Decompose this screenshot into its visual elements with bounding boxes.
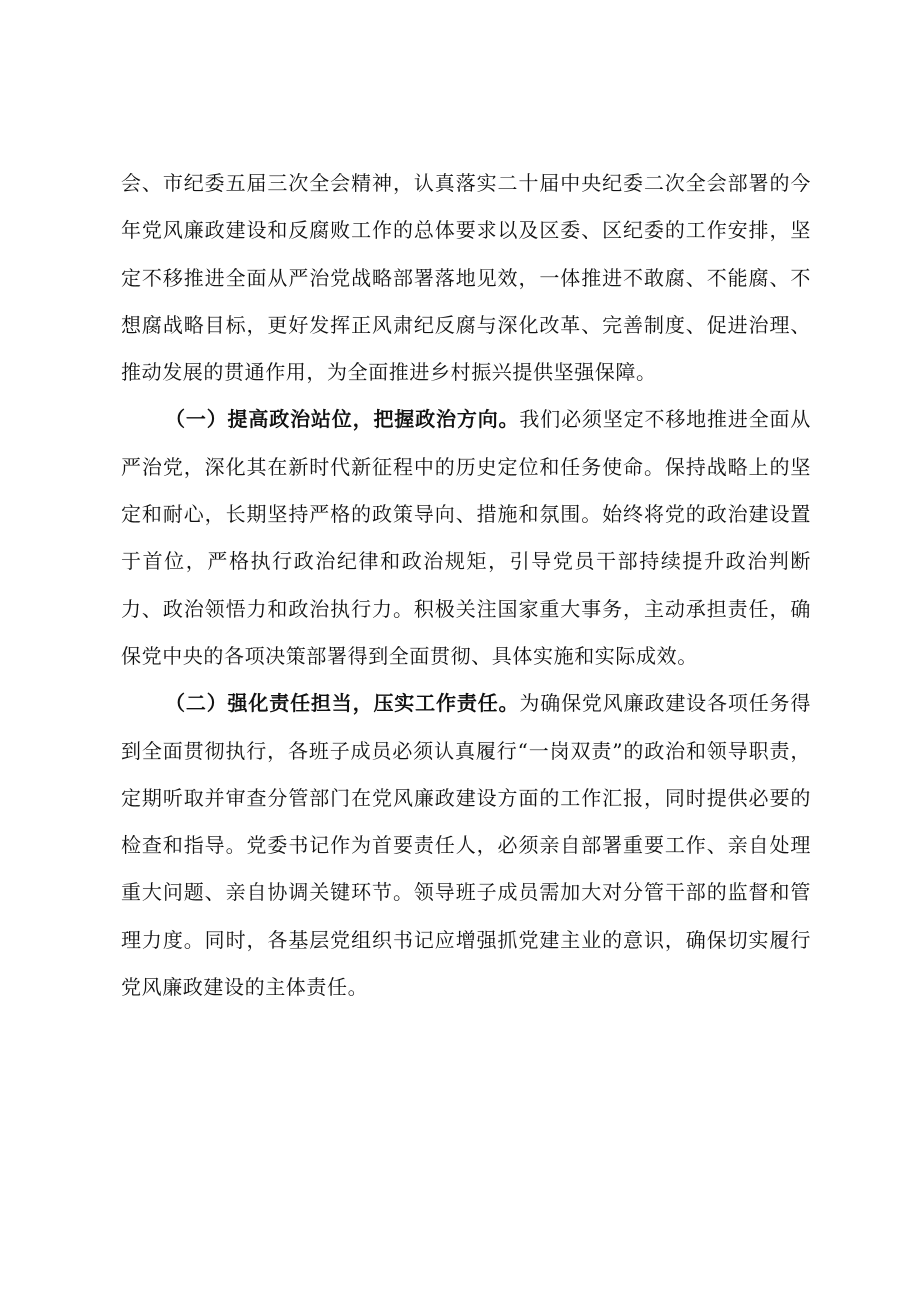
paragraph-section-two [121, 680, 811, 1011]
document-body [121, 160, 811, 1011]
paragraph-text: 会、市纪委五届三次全会精神，认真落实二十届中央纪委二次全会部署的今年党风廉政建设和反腐败工作的总体要求以及区委、区纪委的工作安排，坚定不移推进全面从严治党战略部署落地见效，一体推进不敢腐、不能腐、不想腐战略目标，更好发挥正风肃纪反腐与深化改革、完善制度、促进治理、推动发展的贯通作用，为全面推进乡村振兴提供坚强保障。 [121, 171, 811, 385]
paragraph-section-one [121, 396, 811, 680]
section-two-text: 为确保党风廉政建设各项任务得到全面贯彻执行，各班子成员必须认真履行“一岗双责”的政治和领导职责，定期听取并审查分管部门在党风廉政建设方面的工作汇报，同时提供必要的检查和指导。党委书记作为首要责任人，必须亲自部署重要工作、亲自处理重大问题、亲自协调关键环节。领导班子成员需加大对分管干部的监督和管理力度。同时，各基层党组织书记应增强抓党建主业的意识，确保切实履行党风廉政建设的主体责任。 [121, 691, 811, 1000]
section-one-heading: （一）提高政治站位，把握政治方向。 [165, 407, 520, 432]
section-one-text: 我们必须坚定不移地推进全面从严治党，深化其在新时代新征程中的历史定位和任务使命。保持战略上的坚定和耐心，长期坚持严格的政策导向、措施和氛围。始终将党的政治建设置于首位，严格执行政治纪律和政治规矩，引导党员干部持续提升政治判断力、政治领悟力和政治执行力。积极关注国家重大事务，主动承担责任，确保党中央的各项决策部署得到全面贯彻、具体实施和实际成效。 [121, 407, 811, 668]
paragraph-continuation [121, 160, 811, 396]
section-two-heading: （二）强化责任担当，压实工作责任。 [165, 691, 520, 716]
